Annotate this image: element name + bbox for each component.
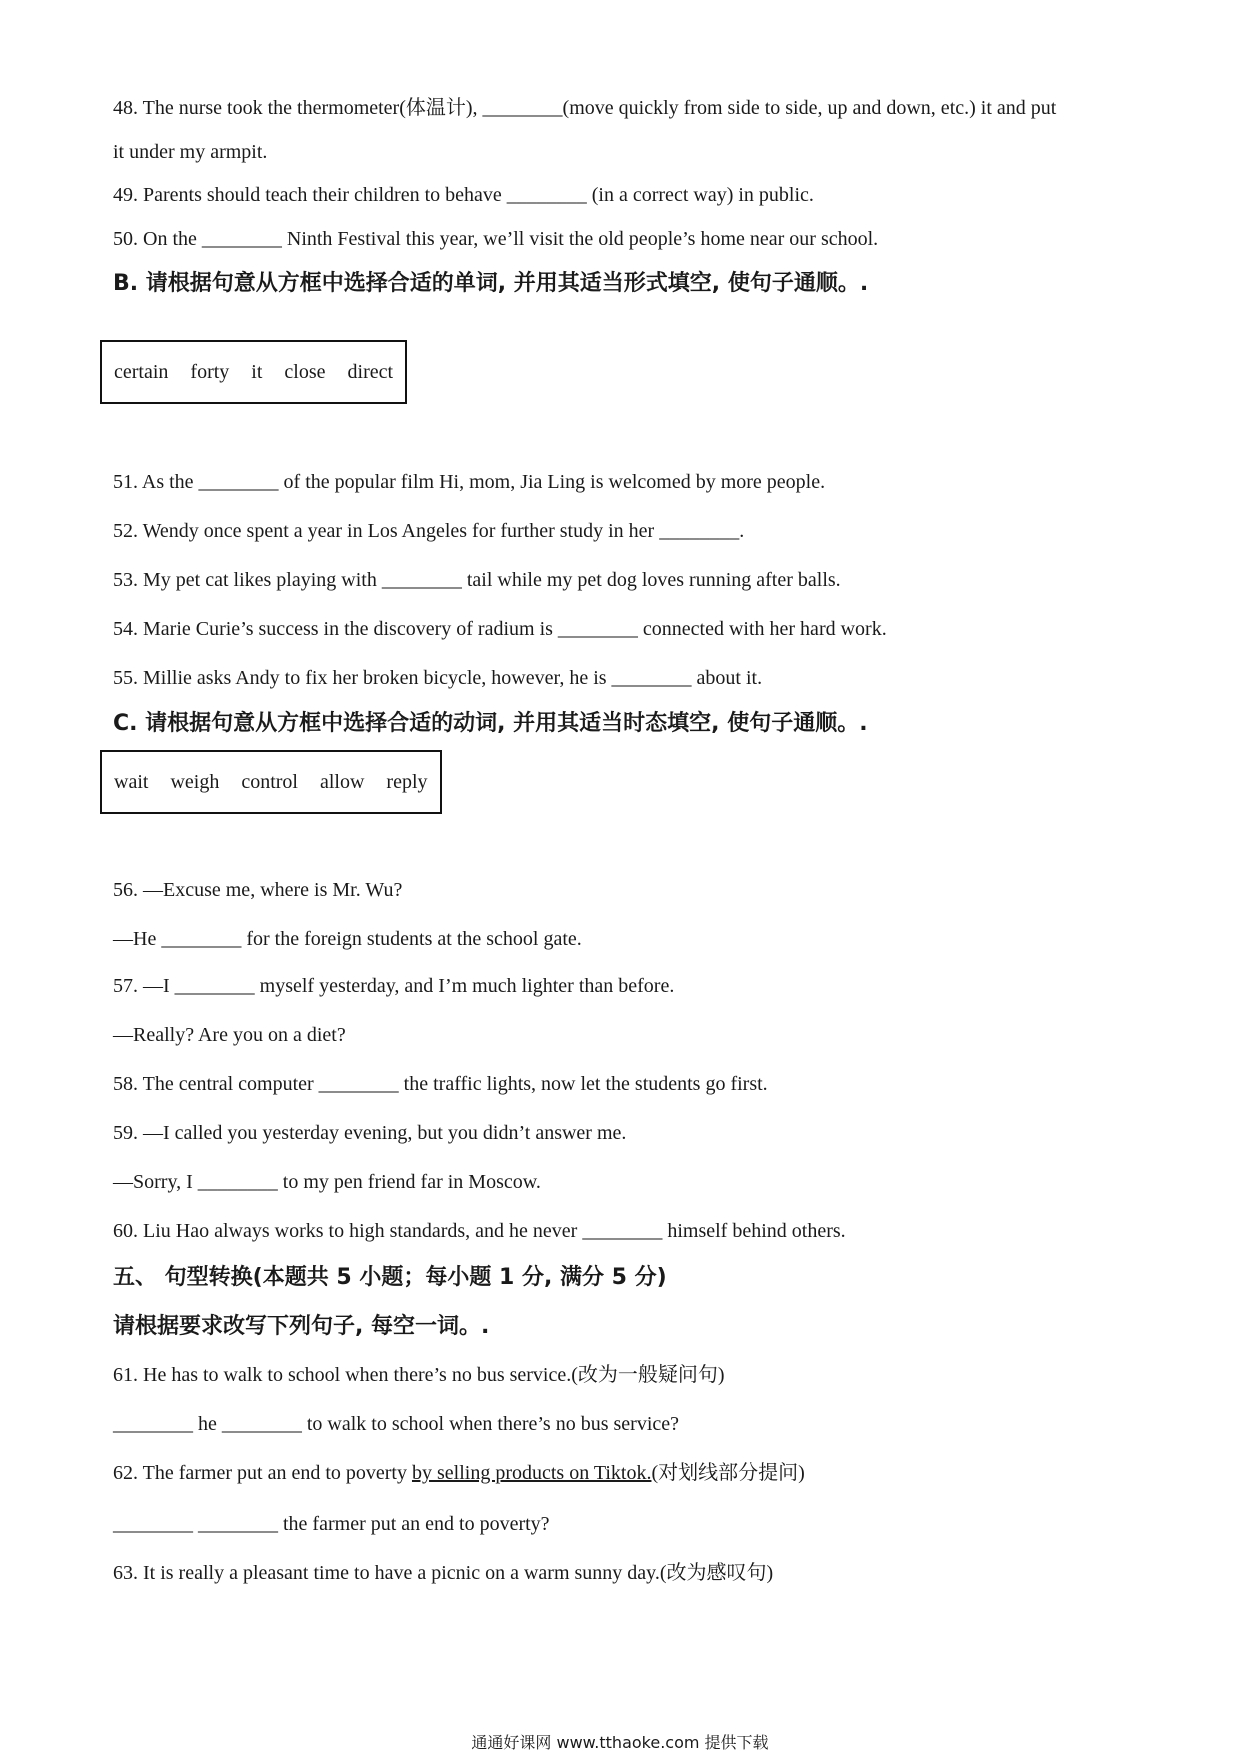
word-box-item: forty: [190, 360, 230, 383]
question-48-line-1: 48. The nurse took the thermometer(体温计), ________(move quickly from side to side, up and down, etc.) it and put: [113, 97, 1057, 119]
word-box-item: wait: [114, 770, 149, 793]
question-61-line-2: ________ he ________ to walk to school when there’s no bus service?: [113, 1413, 680, 1435]
question-52: 52. Wendy once spent a year in Los Angeles for further study in her ________.: [113, 520, 745, 542]
section-b-heading: B. 请根据句意从方框中选择合适的单词, 并用其适当形式填空, 使句子通顺。.: [113, 271, 869, 296]
question-62-line-2: ________ ________ the farmer put an end to poverty?: [113, 1513, 550, 1535]
word-box-item: weigh: [170, 770, 220, 793]
question-53: 53. My pet cat likes playing with ________ tail while my pet dog loves running after balls.: [113, 569, 841, 591]
question-56-line-2: —He ________ for the foreign students at the school gate.: [113, 928, 582, 950]
question-57-line-2: —Really? Are you on a diet?: [113, 1024, 346, 1046]
word-box-item: certain: [114, 360, 169, 383]
question-55: 55. Millie asks Andy to fix her broken bicycle, however, he is ________ about it.: [113, 667, 763, 689]
question-59-line-1: 59. —I called you yesterday evening, but you didn’t answer me.: [113, 1122, 627, 1144]
question-62-instruction: (对划线部分提问): [651, 1462, 805, 1484]
question-56-line-1: 56. —Excuse me, where is Mr. Wu?: [113, 879, 403, 901]
question-58: 58. The central computer ________ the traffic lights, now let the students go first.: [113, 1073, 768, 1095]
page-footer: 通通好课网 www.tthaoke.com 提供下载: [471, 1733, 769, 1752]
question-63: 63. It is really a pleasant time to have a picnic on a warm sunny day.(改为感叹句): [113, 1562, 774, 1584]
section-c-word-box: [100, 750, 442, 814]
word-box-item: control: [241, 770, 298, 793]
question-54: 54. Marie Curie’s success in the discovery of radium is ________ connected with her hard work.: [113, 618, 887, 640]
word-box-item: reply: [386, 770, 428, 793]
question-61-line-1: 61. He has to walk to school when there’s no bus service.(改为一般疑问句): [113, 1364, 725, 1386]
word-box-item: it: [251, 360, 263, 383]
word-box-item: close: [284, 360, 326, 383]
section-5-heading: 五、 句型转换(本题共 5 小题；每小题 1 分, 满分 5 分): [113, 1265, 667, 1290]
section-b-word-box: [100, 340, 407, 404]
question-48-line-2: it under my armpit.: [113, 141, 268, 163]
question-59-line-2: —Sorry, I ________ to my pen friend far in Moscow.: [113, 1171, 541, 1193]
section-c-heading: C. 请根据句意从方框中选择合适的动词, 并用其适当时态填空, 使句子通顺。.: [113, 711, 868, 736]
word-box-item: direct: [347, 360, 394, 383]
question-62-text: 62. The farmer put an end to poverty: [113, 1462, 412, 1484]
question-60: 60. Liu Hao always works to high standards, and he never ________ himself behind others.: [113, 1220, 846, 1242]
question-50: 50. On the ________ Ninth Festival this year, we’ll visit the old people’s home near our school.: [113, 228, 879, 250]
question-49: 49. Parents should teach their children to behave ________ (in a correct way) in public.: [113, 184, 814, 206]
question-51: 51. As the ________ of the popular film Hi, mom, Jia Ling is welcomed by more people.: [113, 471, 826, 493]
question-57-line-1: 57. —I ________ myself yesterday, and I’m much lighter than before.: [113, 975, 675, 997]
underlined-phrase: by selling products on Tiktok.: [411, 1462, 652, 1484]
word-box-item: allow: [319, 770, 365, 793]
section-5-instruction: 请根据要求改写下列句子, 每空一词。.: [113, 1314, 490, 1339]
question-62-line-1: [113, 1461, 805, 1485]
